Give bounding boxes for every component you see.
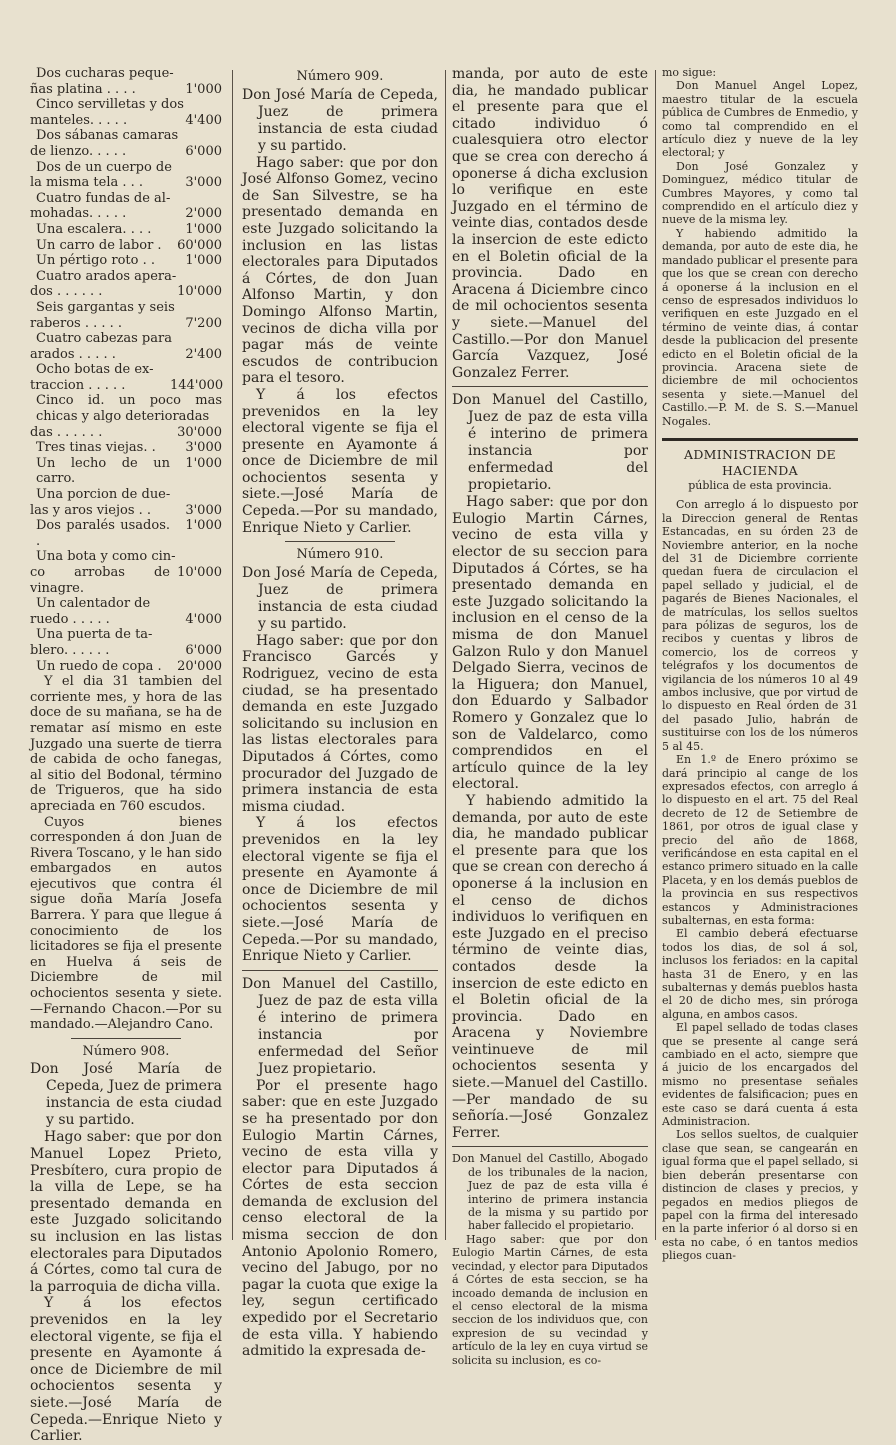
edict-910-closing: Y á los efectos prevenidos en la ley electoral vigente se fija el presente en Ayamonte á once de Diciembre de mil ochocientos sesenta y siete.—José María de Cepeda.—Por su mandado, Enrique Nieto y Carlier.	[242, 815, 438, 965]
section-title: ADMINISTRACION DE HACIENDA	[684, 446, 836, 478]
section-subtitle: pública de esta provincia.	[688, 478, 832, 492]
column-rule	[655, 70, 656, 1240]
inventory-item-text: dos . . . . . .	[30, 284, 103, 300]
separator	[71, 1038, 181, 1039]
edict-908-closing: Y á los efectos prevenidos en la ley electoral vigente, se fija el presente en Ayamonte á once de Diciembre de mil ochocientos sesenta y siete.—José María de Cepeda.—Enrique Nieto y Carlier.	[30, 1295, 222, 1445]
inventory-item-value: 10'000	[177, 565, 222, 580]
auction-paragraph: Y el dia 31 tambien del corriente mes, y hora de las doce de su mañana, se ha de rematar así mismo en este Juzgado una suerte de tierra de cabida de ocho fanegas, al sitio del Bodonal, término de Trigueros, que ha sido apreciada en 760 escudos.	[30, 674, 222, 814]
admin-paragraph-4: El papel sellado de todas clases que se presente al cange será cambiado en el acto, siempre que á juicio de los encargados del mismo no presentase señales evidentes de falsificacion; pues en este caso se dará cuenta á esta Administracion.	[662, 1021, 858, 1129]
inventory-item-text: Tres tinas viejas. .	[36, 440, 156, 456]
inventory-item-value: 144'000	[170, 377, 224, 393]
inventory-item-desc: Cuatro cabezas para	[36, 331, 172, 347]
separator	[242, 970, 438, 971]
inventory-item-value: 30'000	[177, 424, 222, 440]
castillo3-body: Hago saber: que por don Eulogio Martin Cárnes, de esta vecindad, y elector para Diputados á Córtes de esta seccion, se ha incoado demanda de inclusion en el censo electoral de la misma seccion de los individuos que, con expresion de su vecindad y artículo de la ley en cuya virtud se solicita su inclusion, es co-	[452, 1232, 648, 1367]
inventory-item	[30, 487, 222, 518]
continued-text: mo sigue:	[662, 66, 717, 79]
edict-909-heading-block	[242, 87, 438, 155]
inventory-item	[30, 393, 222, 440]
inventory-item-value: 3'000	[185, 175, 222, 191]
inventory-item	[30, 362, 222, 393]
inventory-item-value: 6'000	[185, 642, 222, 658]
inventory-item-text: arados . . . . .	[30, 346, 116, 362]
edict-909-number: Número 909.	[296, 69, 384, 84]
edict-908-number: Número 908.	[82, 1043, 170, 1059]
inventory-item	[30, 253, 222, 269]
column-rule	[232, 70, 233, 1240]
edict-908-heading-block	[30, 1061, 222, 1129]
castillo-heading: Don Manuel del Castillo, Juez de paz de esta villa é interino de primera instancia por enfermedad del Señor Juez propietario.	[242, 975, 438, 1077]
castillo2-closing: Y habiendo admitido la demanda, por auto de este dia, he mandado publicar el presente para que los que se crean con derecho á oponerse á la inclusion en el censo de dichos individuos lo verifiquen en este Juzgado en el preciso término de veinte dias, contados desde la insercion de este edicto en el Boletin oficial de la provincia. Dado en Aracena y Noviembre veintinueve de mil ochocientos sesenta y siete.—Manuel del Castillo.—Per mandado de su señoría.—José Gonzalez Ferrer.	[452, 792, 648, 1141]
inventory-item	[30, 518, 222, 549]
admin-paragraph-3: El cambio deberá efectuarse todos los dias, de sol á sol, inclusos los feriados: en la capital hasta 31 de Enero, y en las subalternas y demás pueblos hasta el 20 de dicho mes, sin próroga alguna, en ambos casos.	[662, 927, 858, 1021]
inventory-item-text: Un ruedo de copa .	[36, 658, 162, 674]
inventory-item	[30, 659, 222, 675]
inventory-item-value: 2'400	[185, 346, 222, 362]
inventory-item	[30, 549, 222, 596]
admin-paragraph-5: Los sellos sueltos, de cualquier clase que sean, se cangearán en igual forma que el papel sellado, si bien deberán presentarse con distincion de clases y precios, y pegados en medios pliegos de papel con la firma del interesado en la parte inferior ó al dorso si en esta no cabe, ó en tantos medios pliegos cuan-	[662, 1128, 858, 1263]
column-4	[662, 66, 858, 1266]
separator	[285, 541, 395, 542]
inventory-item-desc: Una porcion de due-	[36, 487, 171, 503]
castillo3-heading: Don Manuel del Castillo, Abogado de los tribunales de la nacion, Juez de paz de esta villa é interino de primera instancia de la misma y su partido por haber fallecido el propietario.	[452, 1152, 648, 1233]
inventory-item-text: Un lecho de un carro.	[36, 455, 170, 487]
inventory-item-text: das . . . . . .	[30, 424, 103, 440]
inventory-item-desc: Una puerta de ta-	[36, 627, 153, 643]
inventory-item-desc: Cinco id. un poco mas chicas y algo deterioradas	[36, 393, 222, 425]
inventory-item	[30, 222, 222, 238]
inventory-item-value: 4'000	[185, 611, 222, 627]
inventory-item-value: 7'200	[185, 315, 222, 331]
edict-908-body: Hago saber: que por don Manuel Lopez Prieto, Presbítero, cura propio de la villa de Lepe, se ha presentado demanda en este Juzgado solicitando su inclusion en las listas electorales para Diputados á Córtes, como tal cura de la parroquia de dicha villa.	[30, 1129, 222, 1295]
castillo2-heading: Don Manuel del Castillo, Juez de paz de esta villa é interino de primera instancia por enfermedad del propietario.	[452, 392, 648, 494]
continued-paragraph: manda, por auto de este dia, he mandado publicar el presente para que el citado individuo ó cualesquiera otro elector que se crea con derecho á oponerse á dicha exclusion lo verifique en este Juzgado en el término de veinte dias, contados desde la insercion de este edicto en el Boletin oficial de la provincia. Dado en Aracena á Diciembre cinco de mil ochocientos sesenta y siete.—Manuel del Castillo.—Por don Manuel García Vazquez, José Gonzalez Ferrer.	[452, 66, 648, 381]
inventory-item	[30, 128, 222, 159]
edict-910-number: Número 910.	[296, 547, 384, 563]
inventory-item-value: 2'000	[185, 206, 222, 222]
inventory-item-text: Un carro de labor .	[36, 237, 162, 253]
inventory-item-desc: Cinco servilletas y dos	[36, 97, 184, 113]
inventory-list	[30, 66, 222, 674]
inventory-item-desc: Seis gargantas y seis	[36, 299, 175, 315]
inventory-item-desc: Cuatro fundas de al-	[36, 190, 171, 206]
inventory-item-value: 60'000	[177, 237, 222, 253]
admin-paragraph-1: Con arreglo á lo dispuesto por la Direccion general de Rentas Estancadas, en su órden 23 de Noviembre anterior, en la noche del 31 de Diciembre corriente quedan fuera de circulacion el papel sellado y judicial, el de pagarés de Bienes Nacionales, el de matrículas, los sellos sueltos para pólizas de seguros, los de recibos y cuentas y libros de comercio, los de correos y telégrafos y los documentos de vigilancia de los números 10 al 49 ambos inclusive, que por virtud de lo dispuesto en Real órden de 31 del pasado Julio, habrán de sustituirse con los de los números 5 al 45.	[662, 498, 858, 753]
inventory-item	[30, 456, 222, 487]
inventory-item-desc: Una bota y como cin-	[36, 549, 176, 565]
inventory-item-text: Una escalera. . . .	[36, 221, 152, 237]
inventory-item-value: 1'000	[185, 221, 222, 237]
inventory-item-value: 20'000	[177, 658, 222, 674]
inventory-item	[30, 97, 222, 128]
section-divider	[662, 438, 858, 441]
inventory-item-text: Dos paralés usados. .	[36, 518, 170, 549]
edict-908-heading: Don José María de Cepeda, Juez de primera instancia de esta ciudad y su partido.	[30, 1061, 222, 1129]
inventory-item-text: ñas platina . . . .	[30, 81, 136, 97]
column-2	[242, 66, 438, 1360]
inventory-item	[30, 191, 222, 222]
inventory-item-value: 1'000	[185, 81, 222, 97]
inventory-item-value: 4'400	[185, 112, 222, 128]
inventory-item-desc: Ocho botas de ex-	[36, 362, 154, 378]
separator	[452, 386, 648, 387]
castillo-body: Por el presente hago saber: que en este Juzgado se ha presentado por don Eulogio Martin Cárnes, vecino de esta villa y elector para Diputados á Córtes de esta seccion demanda de exclusion del censo electoral de la misma seccion de don Antonio Apolonio Romero, vecino del Jabugo, por no pagar la cuota que exige la ley, segun certificado expedido por el Secretario de esta villa. Y habiendo admitido la expresada de-	[242, 1077, 438, 1360]
edict-909-body: Hago saber: que por don José Alfonso Gomez, vecino de San Silvestre, se ha presentado demanda en este Juzgado solicitando la inclusion en las listas electorales para Diputados á Córtes, de don Juan Alfonso Martin, y don Domingo Alfonso Martin, vecinos de dicha villa por pagar más de veinte escudos de contribucion para el tesoro.	[242, 154, 438, 387]
edict-910-heading-block	[242, 565, 438, 633]
inventory-item-text: Un pértigo roto . .	[36, 253, 155, 269]
castillo2-body: Hago saber: que por don Eulogio Martin Cárnes, vecino de esta villa y elector de su seccion para Diputados á Córtes, se ha presentado demanda en este Juzgado solicitando la inclusion en el censo de la misma de don Manuel Galzon Rulo y don Manuel Delgado Sierra, vecinos de la Higuera; don Manuel, don Eduardo y Salbador Romero y Gonzalez que lo son de Valdelarco, como comprendidos en el artículo quince de la ley electoral.	[452, 494, 648, 793]
column-rule	[445, 70, 446, 1240]
inventory-item-value: 1'000	[185, 518, 222, 534]
inventory-item-text: raberos . . . . .	[30, 315, 123, 331]
inventory-item	[30, 300, 222, 331]
column-3	[452, 66, 648, 1367]
candidate-2: Don José Gonzalez y Dominguez, médico titular de Cumbres Mayores, y como tal comprendido en el artículo diez y nueve de la misma ley.	[662, 159, 858, 227]
inventory-item-value: 10'000	[177, 284, 222, 300]
inventory-item-text: co arrobas de vinagre.	[30, 565, 170, 596]
inventory-item	[30, 440, 222, 456]
inventory-item-text: ruedo . . . . .	[30, 611, 110, 627]
inventory-item-value: 1'000	[185, 253, 222, 269]
inventory-item-text: traccion . . . . .	[30, 377, 126, 393]
inventory-item-desc: Cuatro arados apera-	[36, 268, 177, 284]
inventory-item-value: 1'000	[185, 455, 222, 471]
inventory-item-text: las y aros viejos . .	[30, 502, 152, 518]
candidate-1: Don Manuel Angel Lopez, maestro titular de la escuela pública de Cumbres de Enmedio, y como tal comprendido en el artículo diez y nueve de la ley electoral; y	[662, 79, 858, 160]
inventory-item-value: 3'000	[185, 502, 222, 518]
edict-909-closing: Y á los efectos prevenidos en la ley electoral vigente se fija el presente en Ayamonte á once de Diciembre de mil ochocientos sesenta y siete.—José María de Cepeda.—Por su mandado, Enrique Nieto y Carlier.	[242, 386, 438, 536]
inventory-item-desc: Un calentador de	[36, 596, 151, 612]
inventory-item-desc: Dos cucharas peque-	[36, 66, 174, 81]
admin-paragraph-2: En 1.º de Enero próximo se dará principio al cange de los expresados efectos, con arreglo á lo dispuesto en el art. 75 del Real decreto de 12 de Setiembre de 1861, por otros de igual clase y precio del año de 1868, verificándose en esta capital en el estanco primero situado en la calle Placeta, y en los demás pueblos de la provincia en sus respectivos estancos y Administraciones subalternas, en esta forma:	[662, 753, 858, 927]
inventory-item-value: 3'000	[185, 440, 222, 456]
inventory-item	[30, 160, 222, 191]
edict-910-body: Hago saber: que por don Francisco Garcés y Rodriguez, vecino de esta ciudad, se ha presentado demanda en este Juzgado solicitando su inclusion en las listas electorales para Diputados á Córtes, como procurador del Juzgado de primera instancia de esta misma ciudad.	[242, 632, 438, 815]
edict-910-heading: Don José María de Cepeda, Juez de primera instancia de esta ciudad y su partido.	[242, 564, 438, 632]
inventory-item-text: mohadas. . . . .	[30, 206, 127, 222]
inventory-item	[30, 596, 222, 627]
admission-paragraph: Y habiendo admitido la demanda, por auto de este dia, he mandado publicar el presente para que los que se crean con derecho á oponerse á la inclusion en el censo de espresados individuos lo verifiquen en este Juzgado en el término de veinte dias, á contar desde la publicacion del presente edicto en el Boletin oficial de la provincia. Aracena siete de diciembre de mil ochocientos sesenta y siete.—Manuel del Castillo.—P. M. de S. S.—Manuel Nogales.	[662, 226, 858, 428]
inventory-item-desc: Dos sábanas camaras	[36, 128, 179, 144]
separator	[452, 1146, 648, 1147]
inventory-item-value: 6'000	[185, 143, 222, 159]
inventory-item	[30, 269, 222, 300]
edict-909-heading: Don José María de Cepeda, Juez de primera instancia de esta ciudad y su partido.	[242, 86, 438, 154]
castillo3-heading-block	[452, 1152, 648, 1232]
inventory-item-text: manteles. . . . .	[30, 112, 128, 128]
inventory-item	[30, 66, 222, 97]
castillo-heading-block	[242, 976, 438, 1078]
inventory-item-text: blero. . . . . .	[30, 642, 110, 658]
inventory-item-text: la misma tela . . .	[30, 175, 144, 191]
inventory-item-text: de lienzo. . . . .	[30, 143, 127, 159]
column-1	[30, 66, 224, 1445]
owner-paragraph: Cuyos bienes corresponden á don Juan de Rivera Toscano, y le han sido embargados en autos ejecutivos que contra él sigue doña María Josefa Barrera. Y para que llegue á conocimiento de los licitadores se fija el presente en Huelva á seis de Diciembre de mil ochocientos sesenta y siete.—Fernando Chacon.—Por su mandado.—Alejandro Cano.	[30, 814, 222, 1033]
castillo2-heading-block	[452, 392, 648, 494]
inventory-item	[30, 331, 222, 362]
inventory-item	[30, 627, 222, 658]
inventory-item-desc: Dos de un cuerpo de	[36, 159, 172, 175]
inventory-item	[30, 238, 222, 254]
